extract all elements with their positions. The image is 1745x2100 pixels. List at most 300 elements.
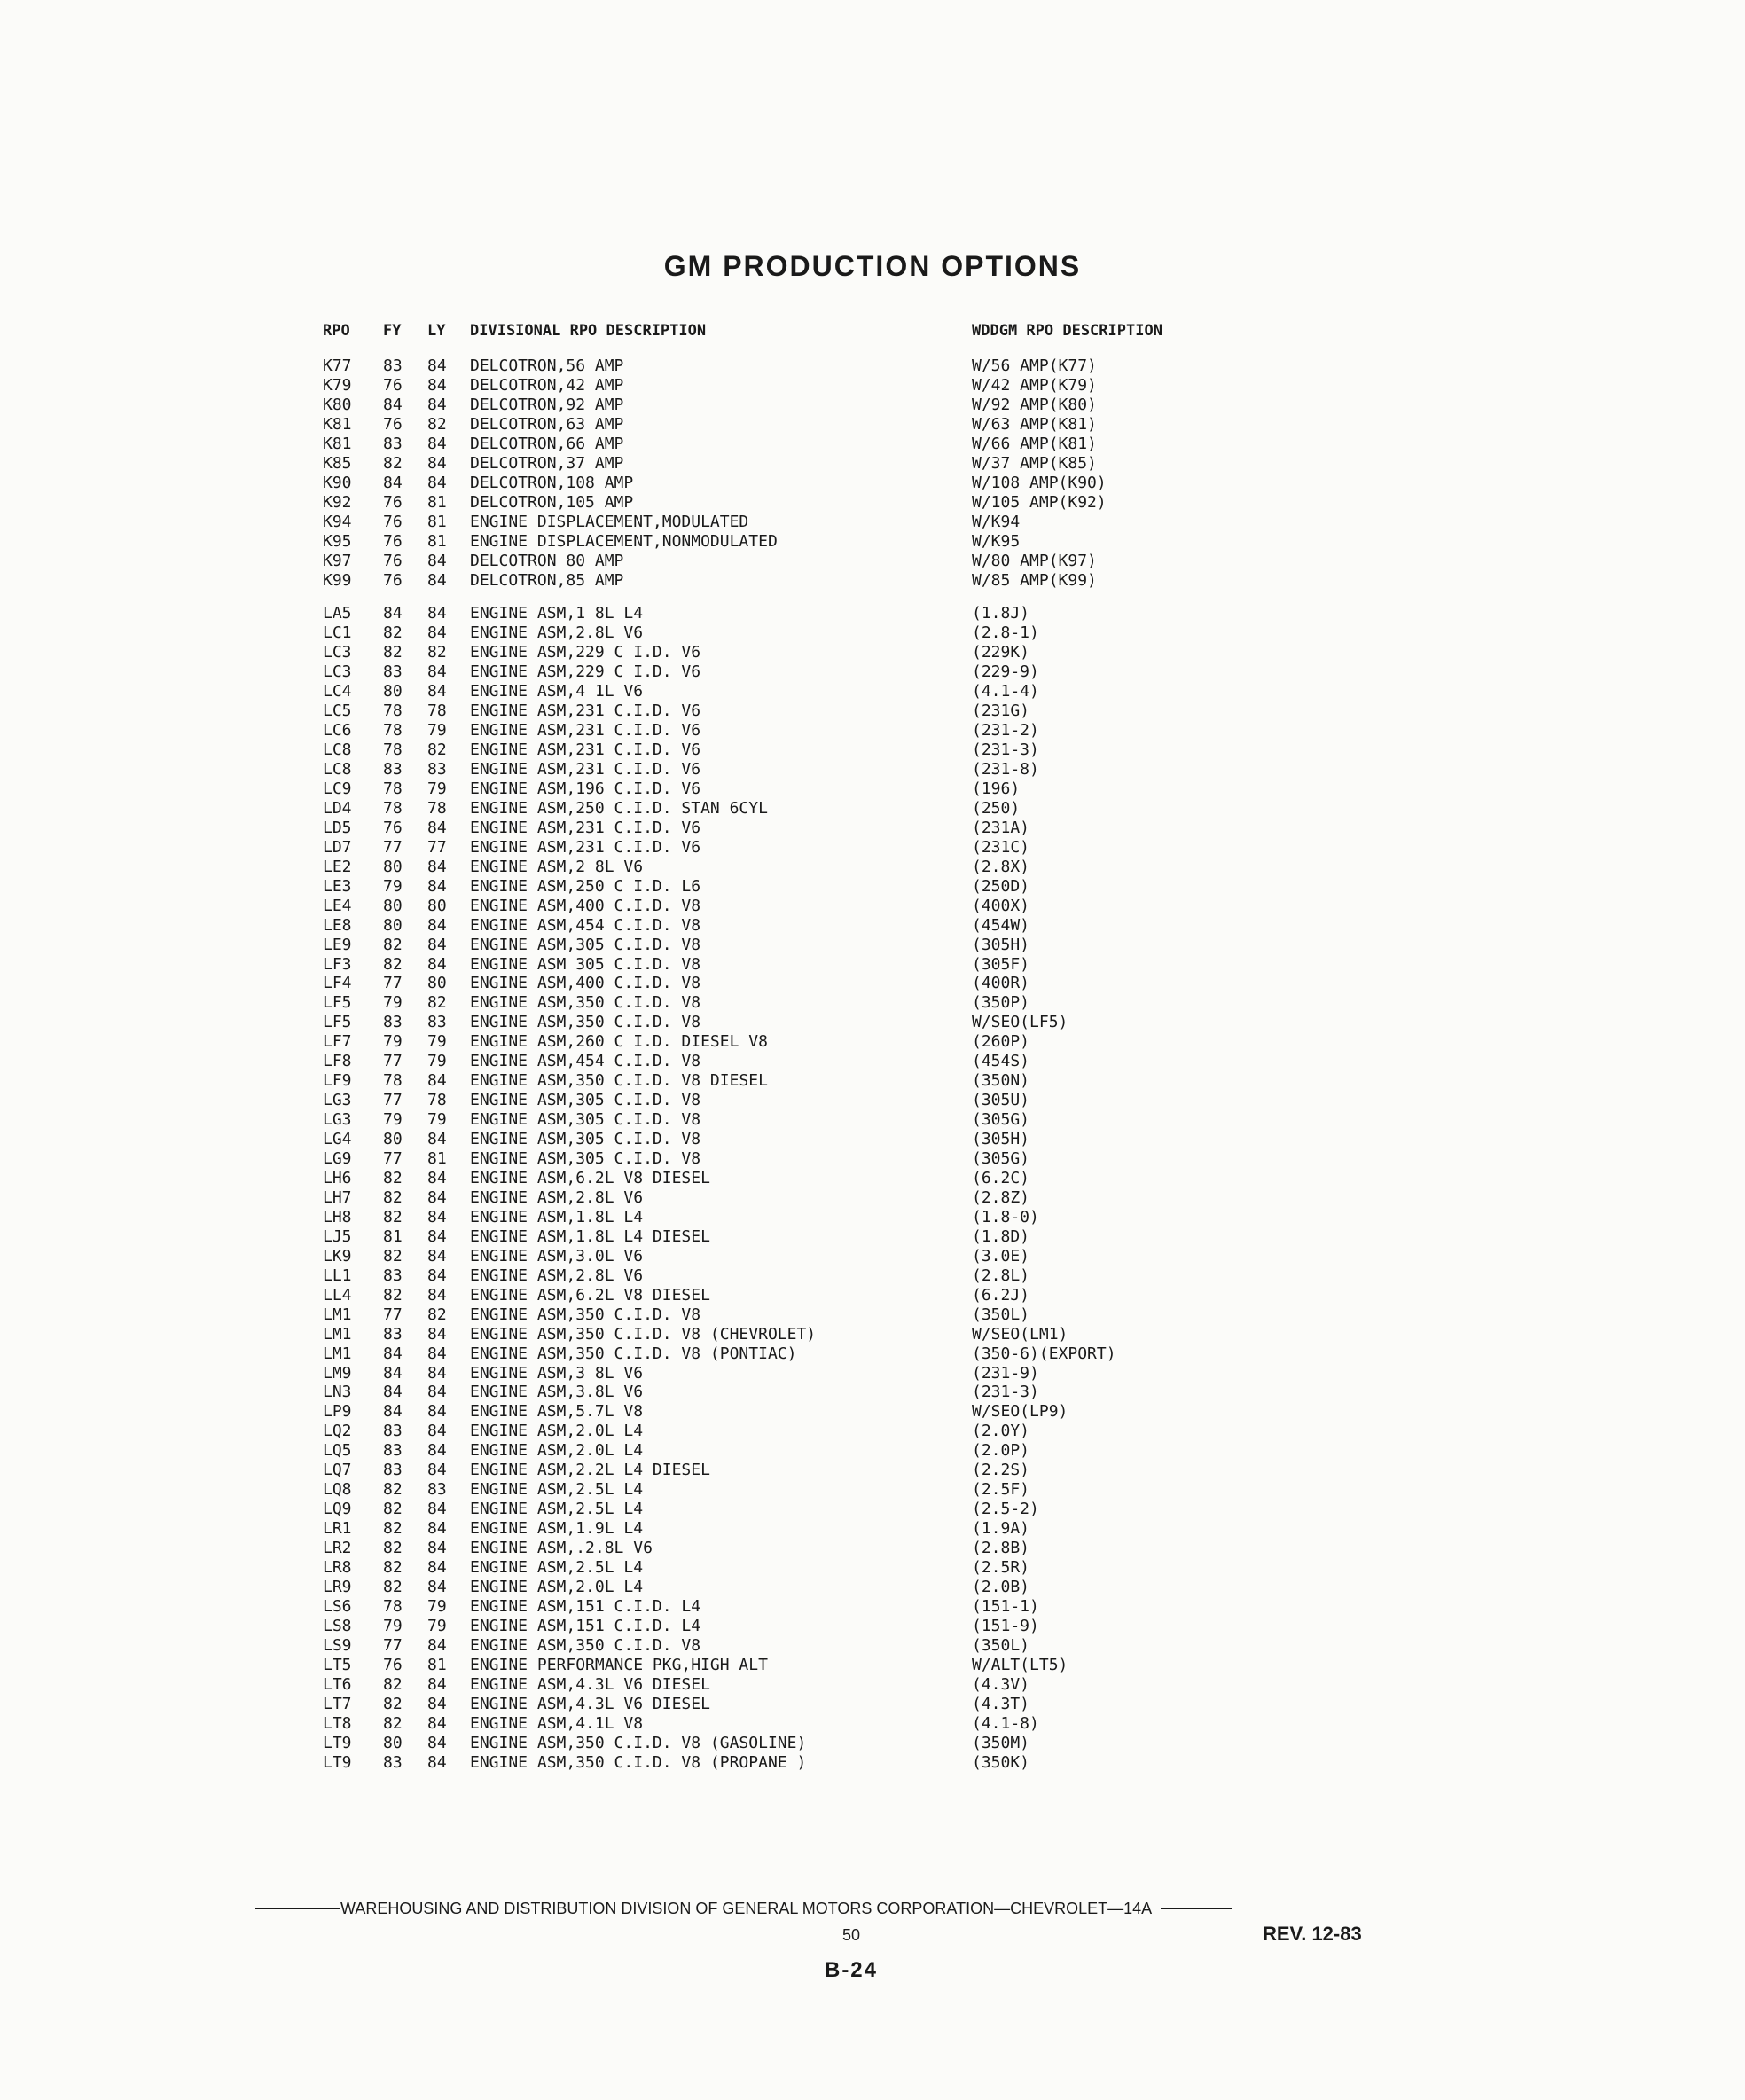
divisional-description-cell: ENGINE ASM,305 C.I.D. V8	[470, 1110, 701, 1130]
ly-cell: 78	[427, 701, 447, 721]
rpo-cell: LM1	[323, 1344, 352, 1363]
ly-cell: 84	[427, 1635, 447, 1655]
fy-cell: 82	[383, 623, 403, 643]
footer-line	[255, 1900, 1390, 1918]
rpo-cell: LS8	[323, 1616, 352, 1635]
ly-cell: 84	[427, 453, 447, 473]
fy-cell: 83	[383, 1422, 403, 1441]
ly-cell: 84	[427, 1674, 447, 1694]
wddgm-description-cell: W/SEO(LM1)	[972, 1324, 1068, 1344]
fy-cell: 82	[383, 1246, 403, 1265]
revision-label: REV. 12-83	[1263, 1923, 1362, 1945]
rpo-cell: LF5	[323, 1013, 352, 1032]
divisional-description-cell: ENGINE ASM,4.1L V8	[470, 1713, 644, 1733]
fy-cell: 77	[383, 974, 403, 993]
wddgm-description-cell: (151-1)	[972, 1596, 1039, 1616]
ly-cell: 79	[427, 1596, 447, 1616]
fy-cell: 76	[383, 375, 403, 395]
divisional-description-cell: ENGINE ASM,229 C I.D. V6	[470, 643, 701, 662]
ly-cell: 84	[427, 1558, 447, 1577]
rpo-cell: LR1	[323, 1519, 352, 1538]
footer-rule-right	[1161, 1908, 1232, 1909]
rpo-cell: LC8	[323, 760, 352, 779]
rpo-cell: LG3	[323, 1110, 352, 1130]
ly-cell: 79	[427, 1110, 447, 1130]
ly-cell: 84	[427, 570, 447, 590]
rpo-cell: LC9	[323, 780, 352, 798]
fy-cell: 82	[383, 1500, 403, 1519]
fy-cell: 80	[383, 896, 403, 915]
rpo-cell: LL1	[323, 1265, 352, 1285]
ly-cell: 84	[427, 857, 447, 876]
fy-cell: 77	[383, 1052, 403, 1071]
ly-cell: 84	[427, 1519, 447, 1538]
divisional-description-cell: ENGINE DISPLACEMENT,MODULATED	[470, 512, 749, 531]
fy-cell: 83	[383, 1265, 403, 1285]
ly-cell: 84	[427, 682, 447, 701]
wddgm-description-cell: (4.1-4)	[972, 682, 1039, 701]
divisional-description-cell: ENGINE ASM,250 C.I.D. STAN 6CYL	[470, 798, 768, 818]
divisional-description-cell: ENGINE ASM,260 C I.D. DIESEL V8	[470, 1032, 768, 1052]
ly-cell: 82	[427, 643, 447, 662]
divisional-description-cell: ENGINE ASM,1.9L L4	[470, 1519, 644, 1538]
ly-cell: 84	[427, 1207, 447, 1226]
fy-cell: 82	[383, 1168, 403, 1187]
rpo-cell: LT9	[323, 1733, 352, 1752]
divisional-description-cell: ENGINE ASM,400 C.I.D. V8	[470, 896, 701, 915]
fy-cell: 80	[383, 857, 403, 876]
divisional-description-cell: ENGINE ASM,1 8L L4	[470, 604, 644, 623]
fy-cell: 76	[383, 1655, 403, 1674]
rpo-cell: LM1	[323, 1305, 352, 1324]
wddgm-description-cell: (1.8D)	[972, 1226, 1030, 1246]
rpo-cell: LT5	[323, 1655, 352, 1674]
wddgm-description-cell: (260P)	[972, 1032, 1030, 1052]
ly-cell: 81	[427, 531, 447, 551]
divisional-description-cell: ENGINE ASM,4.3L V6 DIESEL	[470, 1694, 710, 1713]
wddgm-description-cell: (2.8L)	[972, 1265, 1030, 1285]
wddgm-description-cell: (231-3)	[972, 1383, 1039, 1402]
divisional-description-cell: ENGINE PERFORMANCE PKG,HIGH ALT	[470, 1655, 768, 1674]
wddgm-description-cell: (3.0E)	[972, 1246, 1030, 1265]
divisional-description-cell: ENGINE ASM,350 C.I.D. V8	[470, 993, 701, 1013]
rpo-cell: LE2	[323, 857, 352, 876]
rpo-cell: K85	[323, 453, 352, 473]
fy-cell: 82	[383, 1713, 403, 1733]
wddgm-description-cell: (350N)	[972, 1071, 1030, 1091]
fy-cell: 76	[383, 818, 403, 837]
fy-cell: 81	[383, 1226, 403, 1246]
wddgm-description-cell: (350M)	[972, 1733, 1030, 1752]
wddgm-description-cell: (196)	[972, 780, 1021, 798]
fy-cell: 82	[383, 1187, 403, 1207]
divisional-description-cell: ENGINE ASM,2.8L V6	[470, 1265, 644, 1285]
rpo-cell: K81	[323, 434, 352, 453]
divisional-description-cell: DELCOTRON,92 AMP	[470, 395, 624, 414]
divisional-description-cell: ENGINE ASM,4 1L V6	[470, 682, 644, 701]
fy-cell: 76	[383, 492, 403, 512]
rpo-cell: LF7	[323, 1032, 352, 1052]
fy-cell: 82	[383, 1285, 403, 1305]
fy-cell: 84	[383, 1383, 403, 1402]
fy-cell: 82	[383, 643, 403, 662]
rpo-cell: K95	[323, 531, 352, 551]
divisional-description-cell: ENGINE ASM,2.0L L4	[470, 1577, 644, 1596]
ly-cell: 84	[427, 662, 447, 682]
ly-cell: 84	[427, 818, 447, 837]
rpo-cell: LF5	[323, 993, 352, 1013]
ly-cell: 84	[427, 1363, 447, 1383]
wddgm-description-cell: W/108 AMP(K90)	[972, 473, 1107, 492]
divisional-description-cell: ENGINE ASM,2.5L L4	[470, 1558, 644, 1577]
column-header-divisional: DIVISIONAL RPO DESCRIPTION	[470, 322, 707, 340]
page-number: 50	[841, 1926, 861, 1944]
fy-cell: 83	[383, 1013, 403, 1032]
divisional-description-cell: ENGINE ASM,350 C.I.D. V8 DIESEL	[470, 1071, 768, 1091]
divisional-description-cell: ENGINE ASM,2.5L L4	[470, 1500, 644, 1519]
rpo-cell: LL4	[323, 1285, 352, 1305]
rpo-cell: K77	[323, 357, 352, 375]
divisional-description-cell: DELCOTRON,42 AMP	[470, 375, 624, 395]
wddgm-description-cell: (2.8Z)	[972, 1187, 1030, 1207]
ly-cell: 84	[427, 1402, 447, 1422]
fy-cell: 83	[383, 662, 403, 682]
rpo-cell: K94	[323, 512, 352, 531]
fy-cell: 78	[383, 721, 403, 740]
footer-text: WAREHOUSING AND DISTRIBUTION DIVISION OF GENERAL MOTORS CORPORATION—CHEVROLET—14A	[340, 1900, 1153, 1917]
wddgm-description-cell: (2.0B)	[972, 1577, 1030, 1596]
wddgm-description-cell: W/92 AMP(K80)	[972, 395, 1097, 414]
ly-cell: 82	[427, 1305, 447, 1324]
wddgm-description-cell: (305G)	[972, 1149, 1030, 1168]
fy-cell: 79	[383, 1616, 403, 1635]
fy-cell: 82	[383, 1674, 403, 1694]
ly-cell: 84	[427, 1713, 447, 1733]
ly-cell: 82	[427, 740, 447, 759]
ly-cell: 84	[427, 1265, 447, 1285]
wddgm-description-cell: (6.2C)	[972, 1168, 1030, 1187]
rpo-cell: K92	[323, 492, 352, 512]
divisional-description-cell: ENGINE ASM,5.7L V8	[470, 1402, 644, 1422]
ly-cell: 84	[427, 1539, 447, 1557]
ly-cell: 79	[427, 721, 447, 740]
rpo-cell: LR8	[323, 1558, 352, 1577]
divisional-description-cell: ENGINE ASM,231 C.I.D. V6	[470, 721, 701, 740]
wddgm-description-cell: (4.1-8)	[972, 1713, 1039, 1733]
ly-cell: 84	[427, 1733, 447, 1752]
rpo-cell: LS6	[323, 1596, 352, 1616]
divisional-description-cell: DELCOTRON,85 AMP	[470, 570, 624, 590]
ly-cell: 84	[427, 1246, 447, 1265]
ly-cell: 78	[427, 1091, 447, 1110]
rpo-cell: LR9	[323, 1577, 352, 1596]
divisional-description-cell: ENGINE ASM,454 C.I.D. V8	[470, 915, 701, 935]
wddgm-description-cell: (305U)	[972, 1091, 1030, 1110]
rpo-cell: LE8	[323, 915, 352, 935]
wddgm-description-cell: (1.8-0)	[972, 1207, 1039, 1226]
divisional-description-cell: ENGINE ASM,2.8L V6	[470, 623, 644, 643]
divisional-description-cell: ENGINE ASM,151 C.I.D. L4	[470, 1616, 701, 1635]
divisional-description-cell: DELCOTRON,56 AMP	[470, 357, 624, 375]
ly-cell: 84	[427, 1285, 447, 1305]
divisional-description-cell: ENGINE ASM,305 C.I.D. V8	[470, 1130, 701, 1148]
wddgm-description-cell: (2.5-2)	[972, 1500, 1039, 1519]
fy-cell: 76	[383, 414, 403, 434]
divisional-description-cell: ENGINE ASM,2.0L L4	[470, 1422, 644, 1441]
divisional-description-cell: ENGINE ASM,2 8L V6	[470, 857, 644, 876]
wddgm-description-cell: W/42 AMP(K79)	[972, 375, 1097, 395]
rpo-cell: LE4	[323, 896, 352, 915]
rpo-cell: LQ8	[323, 1480, 352, 1500]
ly-cell: 84	[427, 434, 447, 453]
fy-cell: 79	[383, 993, 403, 1013]
divisional-description-cell: ENGINE ASM,305 C.I.D. V8	[470, 935, 701, 954]
wddgm-description-cell: (231-3)	[972, 740, 1039, 759]
rpo-cell: LP9	[323, 1402, 352, 1422]
divisional-description-cell: ENGINE ASM,400 C.I.D. V8	[470, 974, 701, 993]
wddgm-description-cell: W/K94	[972, 512, 1021, 531]
column-header-ly: LY	[427, 322, 446, 340]
rpo-cell: LC3	[323, 643, 352, 662]
rpo-cell: K90	[323, 473, 352, 492]
wddgm-description-cell: (4.3V)	[972, 1674, 1030, 1694]
rpo-cell: K81	[323, 414, 352, 434]
ly-cell: 81	[427, 492, 447, 512]
column-header-rpo: RPO	[323, 322, 350, 340]
wddgm-description-cell: (231C)	[972, 837, 1030, 857]
fy-cell: 80	[383, 915, 403, 935]
fy-cell: 78	[383, 1596, 403, 1616]
fy-cell: 82	[383, 1519, 403, 1538]
fy-cell: 78	[383, 740, 403, 759]
fy-cell: 77	[383, 837, 403, 857]
divisional-description-cell: ENGINE ASM,3 8L V6	[470, 1363, 644, 1383]
rpo-cell: K97	[323, 551, 352, 570]
rpo-cell: LF4	[323, 974, 352, 993]
fy-cell: 82	[383, 1558, 403, 1577]
divisional-description-cell: ENGINE ASM,1.8L L4 DIESEL	[470, 1226, 710, 1246]
ly-cell: 79	[427, 780, 447, 798]
fy-cell: 82	[383, 1539, 403, 1557]
fy-cell: 83	[383, 357, 403, 375]
divisional-description-cell: ENGINE ASM,231 C.I.D. V6	[470, 818, 701, 837]
divisional-description-cell: ENGINE ASM,231 C.I.D. V6	[470, 837, 701, 857]
ly-cell: 84	[427, 1168, 447, 1187]
fy-cell: 82	[383, 1577, 403, 1596]
divisional-description-cell: ENGINE ASM,2.5L L4	[470, 1480, 644, 1500]
wddgm-description-cell: (305H)	[972, 935, 1030, 954]
rpo-cell: LS9	[323, 1635, 352, 1655]
wddgm-description-cell: (350L)	[972, 1305, 1030, 1324]
ly-cell: 84	[427, 357, 447, 375]
fy-cell: 82	[383, 1480, 403, 1500]
ly-cell: 79	[427, 1052, 447, 1071]
rpo-cell: LT8	[323, 1713, 352, 1733]
rpo-cell: LN3	[323, 1383, 352, 1402]
rpo-cell: LD7	[323, 837, 352, 857]
wddgm-description-cell: (229-9)	[972, 662, 1039, 682]
wddgm-description-cell: (2.0P)	[972, 1441, 1030, 1461]
ly-cell: 84	[427, 1324, 447, 1344]
ly-cell: 84	[427, 395, 447, 414]
ly-cell: 84	[427, 935, 447, 954]
ly-cell: 84	[427, 1577, 447, 1596]
fy-cell: 84	[383, 1363, 403, 1383]
ly-cell: 82	[427, 993, 447, 1013]
ly-cell: 84	[427, 473, 447, 492]
fy-cell: 80	[383, 682, 403, 701]
wddgm-description-cell: (350P)	[972, 993, 1030, 1013]
wddgm-description-cell: (454S)	[972, 1052, 1030, 1071]
rpo-cell: LE9	[323, 935, 352, 954]
divisional-description-cell: ENGINE ASM,1.8L L4	[470, 1207, 644, 1226]
fy-cell: 78	[383, 1071, 403, 1091]
rpo-cell: LG9	[323, 1149, 352, 1168]
wddgm-description-cell: (400X)	[972, 896, 1030, 915]
fy-cell: 83	[383, 1461, 403, 1480]
rpo-cell: LG3	[323, 1091, 352, 1110]
divisional-description-cell: DELCOTRON,108 AMP	[470, 473, 634, 492]
wddgm-description-cell: (231-9)	[972, 1363, 1039, 1383]
wddgm-description-cell: (151-9)	[972, 1616, 1039, 1635]
divisional-description-cell: ENGINE ASM,231 C.I.D. V6	[470, 760, 701, 779]
ly-cell: 80	[427, 896, 447, 915]
fy-cell: 83	[383, 1324, 403, 1344]
fy-cell: 83	[383, 1752, 403, 1772]
ly-cell: 84	[427, 1071, 447, 1091]
ly-cell: 84	[427, 1694, 447, 1713]
wddgm-description-cell: (454W)	[972, 915, 1030, 935]
fy-cell: 82	[383, 935, 403, 954]
column-header-fy: FY	[383, 322, 402, 340]
fy-cell: 82	[383, 1207, 403, 1226]
wddgm-description-cell: W/K95	[972, 531, 1021, 551]
divisional-description-cell: ENGINE DISPLACEMENT,NONMODULATED	[470, 531, 778, 551]
wddgm-description-cell: (6.2J)	[972, 1285, 1030, 1305]
rpo-cell: LT6	[323, 1674, 352, 1694]
wddgm-description-cell: (250)	[972, 798, 1021, 818]
ly-cell: 84	[427, 876, 447, 896]
ly-cell: 84	[427, 1130, 447, 1148]
ly-cell: 84	[427, 1187, 447, 1207]
fy-cell: 83	[383, 760, 403, 779]
footer-rule-left	[255, 1908, 340, 1909]
rpo-cell: LC1	[323, 623, 352, 643]
rpo-cell: LE3	[323, 876, 352, 896]
fy-cell: 82	[383, 1694, 403, 1713]
wddgm-description-cell: (1.8J)	[972, 604, 1030, 623]
ly-cell: 81	[427, 1149, 447, 1168]
ly-cell: 84	[427, 1226, 447, 1246]
fy-cell: 82	[383, 954, 403, 974]
divisional-description-cell: ENGINE ASM,2.8L V6	[470, 1187, 644, 1207]
wddgm-description-cell: (2.8B)	[972, 1539, 1030, 1557]
rpo-cell: LC3	[323, 662, 352, 682]
ly-cell: 84	[427, 1383, 447, 1402]
wddgm-description-cell: W/85 AMP(K99)	[972, 570, 1097, 590]
divisional-description-cell: ENGINE ASM,6.2L V8 DIESEL	[470, 1285, 710, 1305]
ly-cell: 79	[427, 1616, 447, 1635]
ly-cell: 77	[427, 837, 447, 857]
rpo-cell: K80	[323, 395, 352, 414]
rpo-cell: LM1	[323, 1324, 352, 1344]
divisional-description-cell: ENGINE ASM,.2.8L V6	[470, 1539, 653, 1557]
wddgm-description-cell: (305G)	[972, 1110, 1030, 1130]
ly-cell: 84	[427, 551, 447, 570]
wddgm-description-cell: (2.8-1)	[972, 623, 1039, 643]
rpo-cell: LQ9	[323, 1500, 352, 1519]
wddgm-description-cell: (305F)	[972, 954, 1030, 974]
fy-cell: 78	[383, 780, 403, 798]
ly-cell: 83	[427, 1480, 447, 1500]
rpo-cell: LF3	[323, 954, 352, 974]
divisional-description-cell: DELCOTRON,105 AMP	[470, 492, 634, 512]
divisional-description-cell: ENGINE ASM,305 C.I.D. V8	[470, 1091, 701, 1110]
rpo-cell: LA5	[323, 604, 352, 623]
rpo-cell: LJ5	[323, 1226, 352, 1246]
wddgm-description-cell: (350K)	[972, 1752, 1030, 1772]
wddgm-description-cell: (400R)	[972, 974, 1030, 993]
rpo-cell: K79	[323, 375, 352, 395]
divisional-description-cell: DELCOTRON,63 AMP	[470, 414, 624, 434]
rpo-cell: LC8	[323, 740, 352, 759]
wddgm-description-cell: (2.2S)	[972, 1461, 1030, 1480]
page-title: GM PRODUCTION OPTIONS	[663, 250, 1082, 282]
rpo-cell: LH8	[323, 1207, 352, 1226]
fy-cell: 79	[383, 1110, 403, 1130]
fy-cell: 84	[383, 1402, 403, 1422]
wddgm-description-cell: (231-2)	[972, 721, 1039, 740]
wddgm-description-cell: W/56 AMP(K77)	[972, 357, 1097, 375]
rpo-cell: LF9	[323, 1071, 352, 1091]
rpo-cell: LC5	[323, 701, 352, 721]
ly-cell: 84	[427, 954, 447, 974]
fy-cell: 76	[383, 512, 403, 531]
sheet-number: B-24	[824, 1958, 879, 1982]
wddgm-description-cell: (2.5F)	[972, 1480, 1030, 1500]
divisional-description-cell: ENGINE ASM,350 C.I.D. V8 (PONTIAC)	[470, 1344, 797, 1363]
divisional-description-cell: ENGINE ASM,196 C.I.D. V6	[470, 780, 701, 798]
rpo-cell: LM9	[323, 1363, 352, 1383]
divisional-description-cell: ENGINE ASM,454 C.I.D. V8	[470, 1052, 701, 1071]
divisional-description-cell: ENGINE ASM,350 C.I.D. V8	[470, 1305, 701, 1324]
divisional-description-cell: ENGINE ASM,3.0L V6	[470, 1246, 644, 1265]
wddgm-description-cell: (2.0Y)	[972, 1422, 1030, 1441]
divisional-description-cell: ENGINE ASM,151 C.I.D. L4	[470, 1596, 701, 1616]
ly-cell: 82	[427, 414, 447, 434]
divisional-description-cell: ENGINE ASM,2.2L L4 DIESEL	[470, 1461, 710, 1480]
rpo-cell: LK9	[323, 1246, 352, 1265]
rpo-cell: LT9	[323, 1752, 352, 1772]
divisional-description-cell: ENGINE ASM,2.0L L4	[470, 1441, 644, 1461]
fy-cell: 84	[383, 395, 403, 414]
wddgm-description-cell: (231-8)	[972, 760, 1039, 779]
divisional-description-cell: ENGINE ASM,350 C.I.D. V8 (PROPANE )	[470, 1752, 807, 1772]
rpo-cell: LC6	[323, 721, 352, 740]
ly-cell: 84	[427, 1752, 447, 1772]
divisional-description-cell: ENGINE ASM,305 C.I.D. V8	[470, 1149, 701, 1168]
wddgm-description-cell: (350-6)(EXPORT)	[972, 1344, 1116, 1363]
rpo-cell: LR2	[323, 1539, 352, 1557]
ly-cell: 84	[427, 915, 447, 935]
rpo-cell: LQ2	[323, 1422, 352, 1441]
divisional-description-cell: ENGINE ASM,231 C.I.D. V6	[470, 740, 701, 759]
rpo-cell: LD5	[323, 818, 352, 837]
fy-cell: 77	[383, 1305, 403, 1324]
ly-cell: 83	[427, 1013, 447, 1032]
divisional-description-cell: ENGINE ASM,231 C.I.D. V6	[470, 701, 701, 721]
ly-cell: 80	[427, 974, 447, 993]
